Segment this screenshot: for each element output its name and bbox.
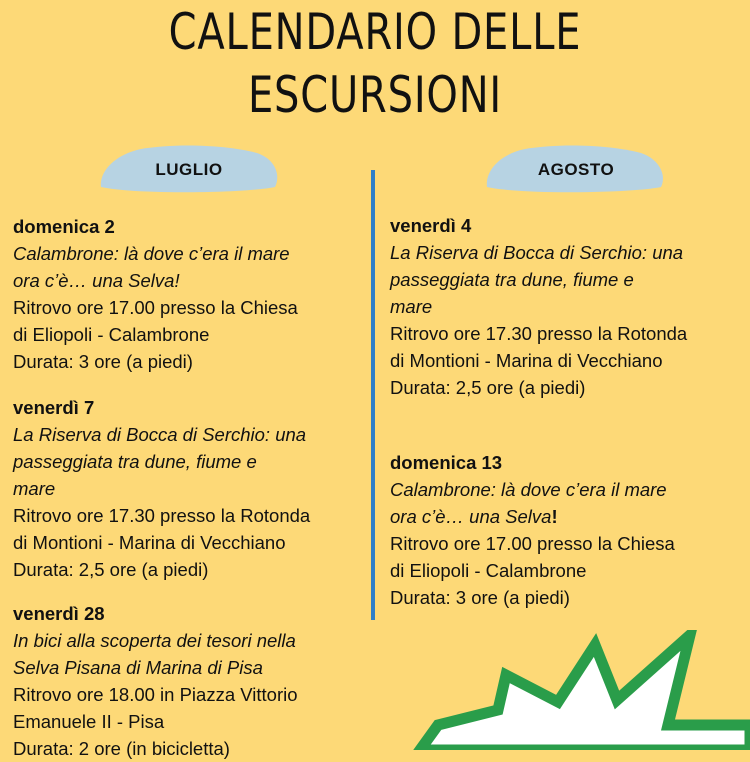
event-title-line: passeggiata tra dune, fiume e (13, 451, 257, 472)
event-meeting-point: di Eliopoli - Calambrone (390, 560, 587, 581)
event-meeting-point: Ritrovo ore 17.30 presso la Rotonda (390, 323, 688, 344)
event-day: venerdì 7 (13, 397, 95, 418)
event-day: domenica 2 (13, 216, 115, 237)
starburst-shape (410, 630, 750, 750)
event-day: venerdì 4 (390, 215, 472, 236)
event-title-line: ora c’è… una Selva! (13, 270, 180, 291)
event-meeting-point: Ritrovo ore 17.00 presso la Chiesa (13, 297, 298, 318)
event-agosto-2 (390, 449, 745, 611)
event-title-line: passeggiata tra dune, fiume e (390, 269, 634, 290)
event-meeting-point: Ritrovo ore 18.00 in Piazza Vittorio (13, 684, 298, 705)
event-title-line: mare (390, 296, 433, 317)
event-day: venerdì 28 (13, 603, 105, 624)
exclamation-mark: ! (551, 506, 558, 527)
event-duration: Durata: 3 ore (a piedi) (390, 587, 570, 608)
event-duration: Durata: 3 ore (a piedi) (13, 351, 193, 372)
event-meeting-point: di Montioni - Marina di Vecchiano (390, 350, 663, 371)
month-label-luglio: LUGLIO (155, 160, 223, 179)
event-duration: Durata: 2,5 ore (a piedi) (13, 559, 209, 580)
event-title-line: Selva Pisana di Marina di Pisa (13, 657, 263, 678)
event-title-line (390, 503, 745, 530)
month-badge-agosto (485, 143, 667, 197)
event-meeting-point: Emanuele II - Pisa (13, 711, 165, 732)
event-meeting-point: di Eliopoli - Calambrone (13, 324, 210, 345)
event-day: domenica 13 (390, 452, 503, 473)
event-agosto-1 (390, 212, 745, 401)
month-badge-luglio (97, 143, 281, 197)
event-title-text: ora c’è… una Selva (390, 506, 552, 527)
event-luglio-1 (13, 213, 365, 375)
event-title-line: Calambrone: là dove c’era il mare (390, 479, 667, 500)
event-luglio-3 (13, 600, 365, 762)
event-meeting-point: Ritrovo ore 17.30 presso la Rotonda (13, 505, 311, 526)
event-duration: Durata: 2 ore (in bicicletta) (13, 738, 230, 759)
event-meeting-point: di Montioni - Marina di Vecchiano (13, 532, 286, 553)
event-duration: Durata: 2,5 ore (a piedi) (390, 377, 586, 398)
event-meeting-point: Ritrovo ore 17.00 presso la Chiesa (390, 533, 675, 554)
event-title-line: In bici alla scoperta dei tesori nella (13, 630, 296, 651)
event-luglio-2 (13, 394, 365, 583)
event-title-line: La Riserva di Bocca di Serchio: una (390, 242, 684, 263)
event-title-line: Calambrone: là dove c’era il mare (13, 243, 290, 264)
page-title-line-2: ESCURSIONI (247, 66, 503, 124)
event-title-line: La Riserva di Bocca di Serchio: una (13, 424, 307, 445)
month-label-agosto: AGOSTO (537, 160, 615, 179)
page-title-line-1: CALENDARIO DELLE (168, 3, 582, 61)
column-divider (371, 170, 375, 620)
event-title-line: mare (13, 478, 56, 499)
